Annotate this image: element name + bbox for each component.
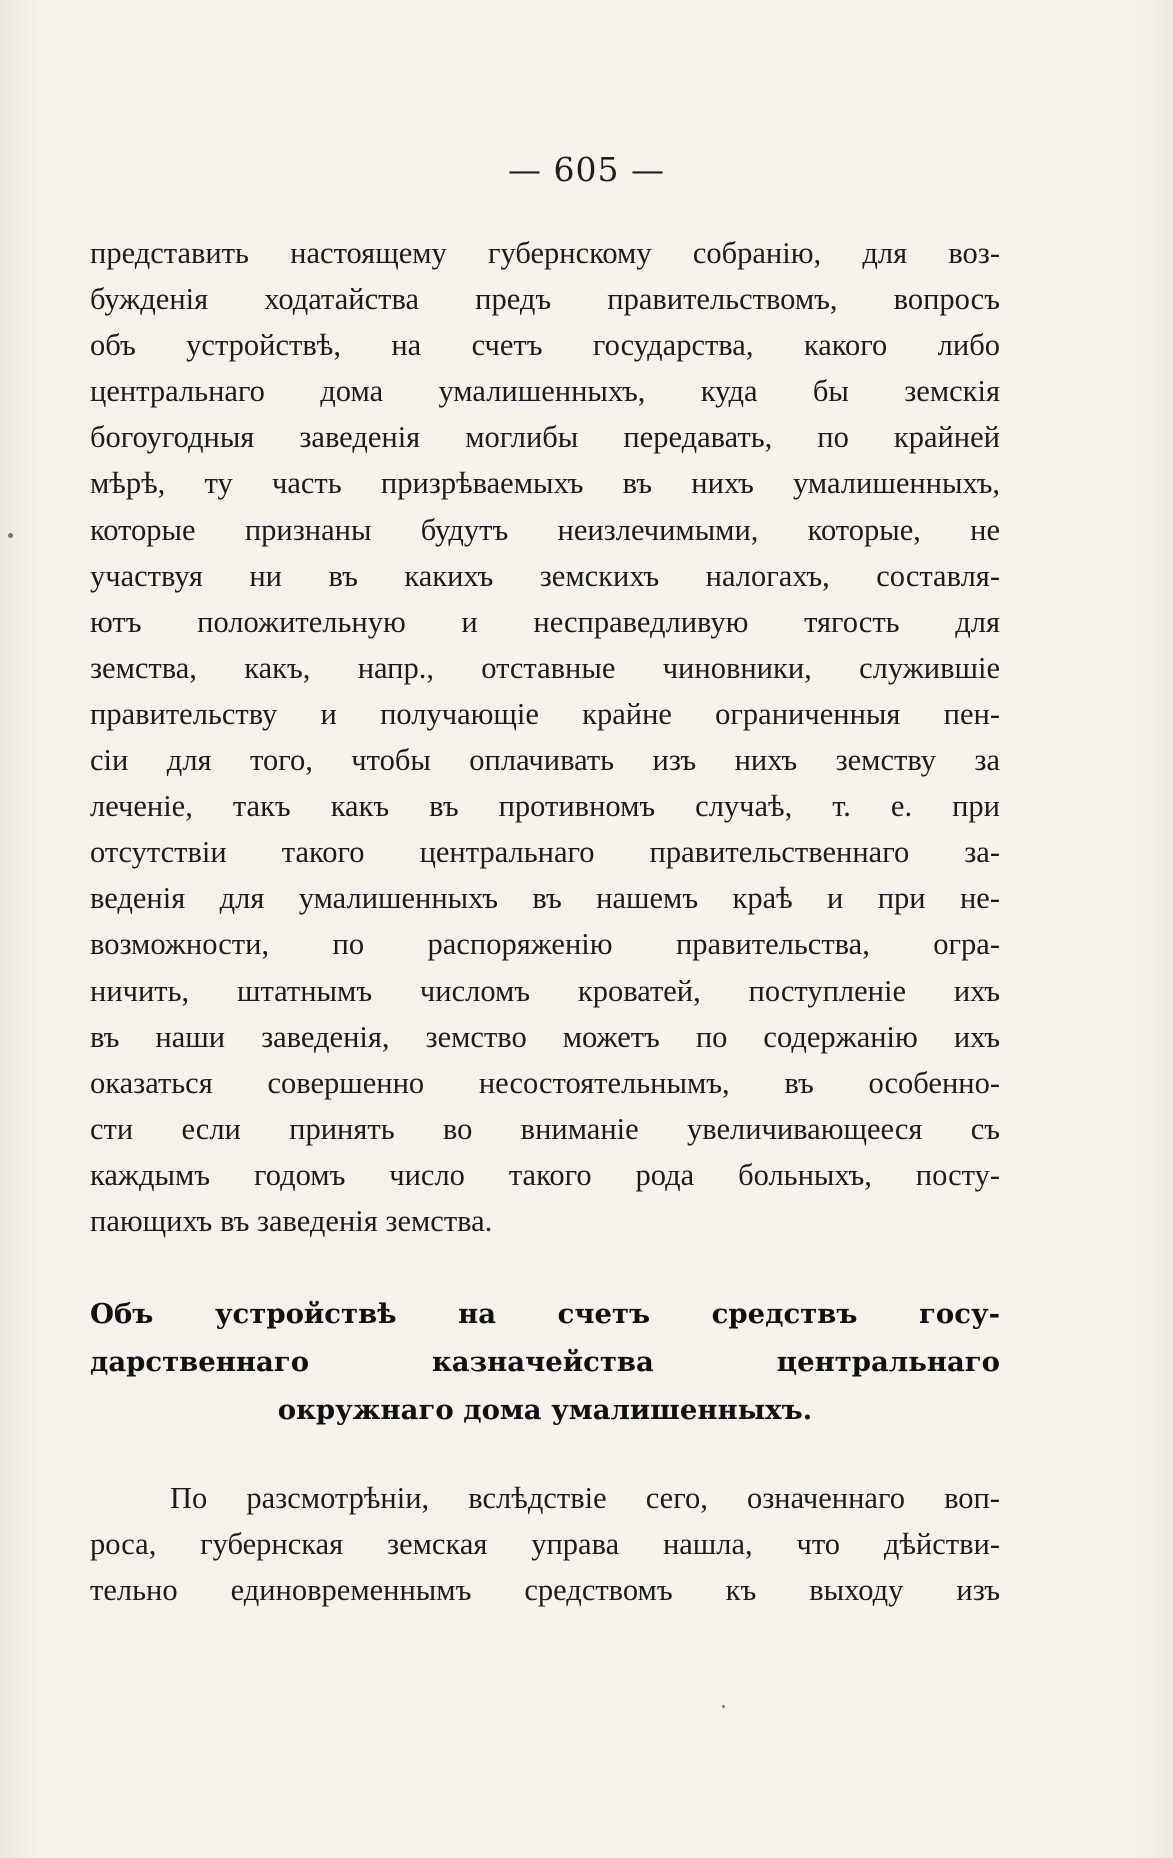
text-line: мѣрѣ, ту часть призрѣваемыхъ въ нихъ умалишенныхъ,: [90, 466, 1000, 501]
heading-line: Объ устройствѣ на счетъ средствъ госу-: [90, 1298, 1000, 1330]
text-line: бужденія ходатайства предъ правительствомъ, вопросъ: [90, 282, 1000, 317]
text-line: центральнаго дома умалишенныхъ, куда бы земскія: [90, 374, 1000, 409]
text-line: въ наши заведенія, земство можетъ по содержанію ихъ: [90, 1019, 1000, 1054]
text-line: сіи для того, чтобы оплачивать изъ нихъ земству за: [90, 743, 1000, 778]
text-line: отсутствіи такого центральнаго правительственнаго за-: [90, 835, 1000, 870]
text-line: объ устройствѣ, на счетъ государства, какого либо: [90, 328, 1000, 363]
text-line: сти если принять во вниманіе увеличивающееся съ: [90, 1111, 1000, 1146]
text-line: каждымъ годомъ число такого рода больныхъ, посту-: [90, 1157, 1000, 1192]
text-line: ютъ положительную и несправедливую тягость для: [90, 604, 1000, 639]
paragraph-1: [90, 230, 1000, 1244]
text-line: правительству и получающіе крайне ограниченныя пен-: [90, 696, 1000, 731]
paragraph-2: [90, 1475, 1000, 1613]
margin-speck: [722, 1705, 725, 1708]
section-heading: [90, 1290, 1000, 1434]
text-line: роса, губернская земская управа нашла, что дѣйстви-: [90, 1527, 1000, 1561]
text-line: веденія для умалишенныхъ въ нашемъ краѣ и при не-: [90, 881, 1000, 916]
text-line: пающихъ въ заведенія земства.: [90, 1203, 493, 1238]
margin-speck: [8, 533, 13, 538]
text-line: возможности, по распоряженію правительства, огра-: [90, 927, 1000, 962]
text-line: По разсмотрѣніи, вслѣдствіе сего, означеннаго воп-: [170, 1481, 1000, 1515]
text-line: которые признаны будутъ неизлечимыми, которые, не: [90, 512, 1000, 547]
page-number: — 605 —: [508, 150, 665, 189]
text-line: оказаться совершенно несостоятельнымъ, въ особенно-: [90, 1065, 1000, 1100]
text-line: ничить, штатнымъ числомъ кроватей, поступленіе ихъ: [90, 973, 1000, 1008]
text-line: земства, какъ, напр., отставные чиновники, служившіе: [90, 650, 1000, 685]
text-line: представить настоящему губернскому собранію, для воз-: [90, 236, 1000, 270]
text-line: участвуя ни въ какихъ земскихъ налогахъ, составля-: [90, 558, 1000, 593]
text-line: леченіе, такъ какъ въ противномъ случаѣ, т. е. при: [90, 789, 1000, 824]
heading-line: дарственнаго казначейства центральнаго: [90, 1346, 1000, 1378]
text-line: тельно единовременнымъ средствомъ къ выходу изъ: [90, 1573, 1000, 1607]
heading-line: окружнаго дома умалишенныхъ.: [277, 1394, 813, 1426]
text-line: богоугодныя заведенія моглибы передавать, по крайней: [90, 420, 1000, 455]
